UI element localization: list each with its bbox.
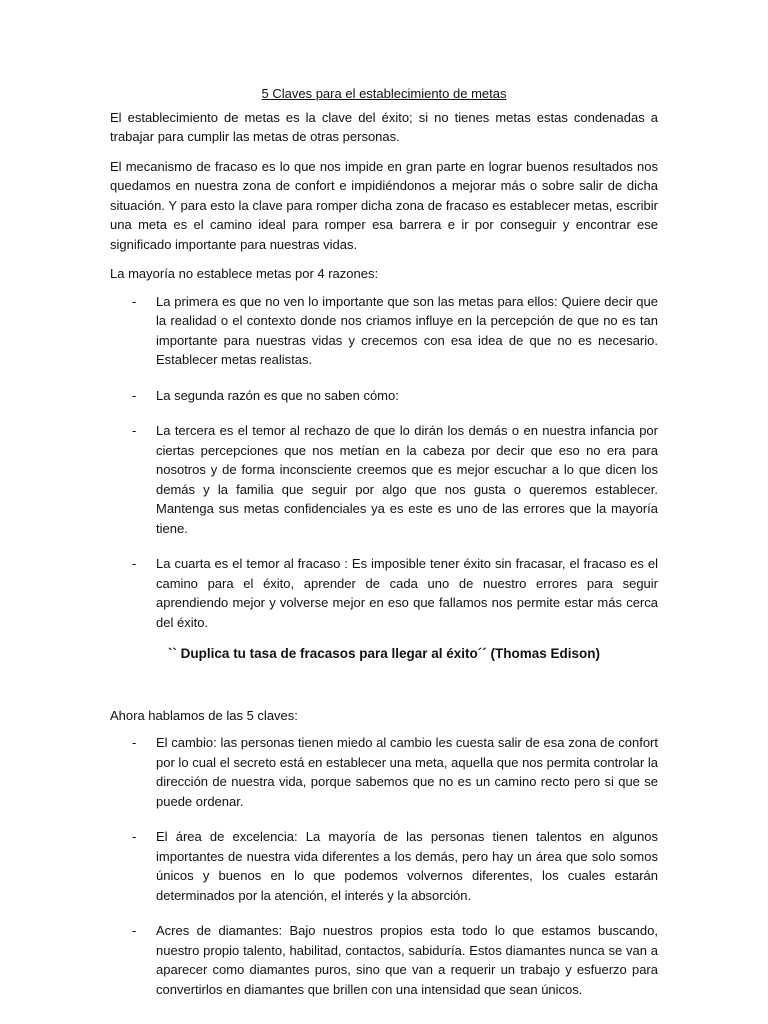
reason-text: La segunda razón es que no saben cómo:	[156, 387, 399, 403]
list-item	[110, 827, 658, 905]
key-text: El área de excelencia: La mayoría de las personas tienen talentos en algunos importantes de nuestra vida diferentes a los demás, pero hay un área que solo somos únicos y buenos en lo que podemos volvernos diferentes, los cuales estarán determinados por la atención, el interés y la absorción.	[156, 829, 658, 903]
reason-text: La primera es que no ven lo importante que son las metas para ellos: Quiere decir que la realidad o el contexto donde nos criamos influye en la percepción de que no es tan importante para nuestras vidas y crecemos con esa idea de que no es necesario. Establecer metas realistas.	[156, 293, 658, 367]
keys-intro: Ahora hablamos de las 5 claves:	[110, 707, 298, 723]
keys-list	[110, 733, 658, 999]
document-page	[110, 84, 658, 1015]
dash-bullet: -	[132, 829, 137, 844]
list-item	[110, 554, 658, 632]
dash-bullet: -	[132, 387, 137, 403]
reason-text: La cuarta es el temor al fracaso : Es imposible tener éxito sin fracasar, el fracaso es el camino para el éxito, aprender de cada uno de nuestro errores para seguir aprendiendo mejor y volverse mejor en eso que fallamos nos permite estar más cerca del éxito.	[156, 556, 658, 630]
list-item	[110, 386, 658, 406]
list-item	[110, 733, 658, 811]
dash-bullet: -	[132, 923, 137, 938]
key-text: El cambio: las personas tienen miedo al cambio les cuesta salir de esa zona de confort por lo cual el secreto está en establecer una meta, aquella que nos permita controlar la dirección de nuestra vida, porque sabemos que no es un camino recto pero si que se puede ordenar.	[156, 735, 658, 809]
list-item	[110, 292, 658, 370]
intro-paragraph-2: El mecanismo de fracaso es lo que nos impide en gran parte en lograr buenos resultados nos quedamos en nuestra zona de confort e impidiéndonos a mejorar más o sobre salir de dicha situación. Y para esto la clave para romper dicha zona de fracaso es establecer metas, escribir una meta es el camino ideal para romper esa barrera e ir por conseguir y encontrar ese significado importante para nuestras vidas.	[110, 158, 658, 252]
list-item	[110, 921, 658, 999]
dash-bullet: -	[132, 293, 137, 309]
key-text: Acres de diamantes: Bajo nuestros propios esta todo lo que estamos buscando, nuestro propio talento, habilitad, contactos, sabiduría. Estos diamantes nunca se van a aparecer como diamantes puros, sino que van a requerir un trabajo y esfuerzo para convertirlos en diamantes que brillen con una intensidad que sean únicos.	[156, 923, 658, 997]
list-item	[110, 421, 658, 538]
reason-text: La tercera es el temor al rechazo de que lo dirán los demás o en nuestra infancia por ciertas percepciones que nos metían en la cabeza por decir que eso no era para nosotros y de forma inconsciente creemos que es mejor escuchar a lo que dicen los demás y la familia que seguir por algo que nos gusta o queremos establecer. Mantenga sus metas confidenciales ya es este es uno de las errores que la mayoría tiene.	[156, 423, 658, 536]
intro-paragraph-1: El establecimiento de metas es la clave del éxito; si no tienes metas estas condenadas a trabajar para cumplir las metas de otras personas.	[110, 109, 658, 144]
reasons-intro: La mayoría no establece metas por 4 razones:	[110, 266, 379, 281]
document-title: 5 Claves para el establecimiento de metas	[261, 86, 507, 101]
edison-quote: `` Duplica tu tasa de fracasos para llegar al éxito´´ (Thomas Edison)	[167, 646, 601, 661]
dash-bullet: -	[132, 735, 137, 750]
reasons-list	[110, 292, 658, 633]
dash-bullet: -	[132, 556, 137, 571]
dash-bullet: -	[132, 423, 137, 438]
